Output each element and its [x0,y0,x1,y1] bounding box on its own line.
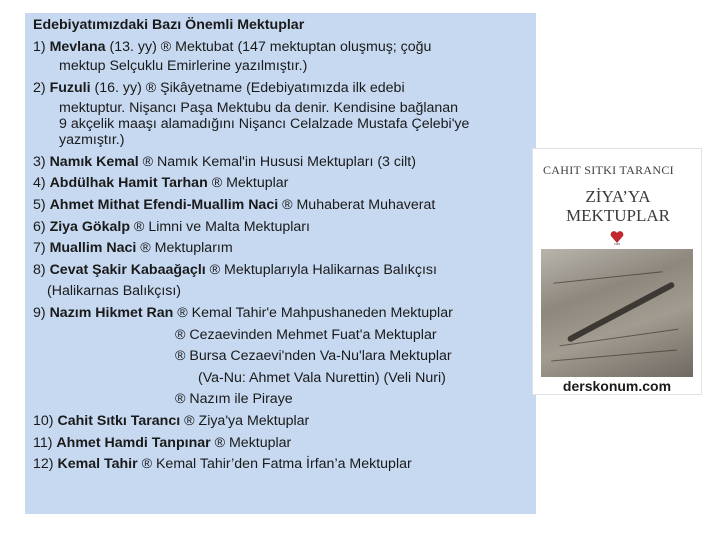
item-number: 8) [33,261,50,278]
book-title [543,187,693,225]
book-title-line: ZİYA’YA [585,187,651,206]
work-text: ® Limni ve Malta Mektupları [129,218,310,235]
author-name: Namık Kemal [49,153,139,170]
list-item [33,152,533,174]
list-item-subwork: ® Cezaevinden Mehmet Fuat'a Mektuplar [175,326,437,343]
item-number: 6) [33,218,50,235]
list-item [33,411,533,433]
work-text: (13. yy) ® Mektubat (147 mektuptan oluşmuş; çoğu [105,38,432,55]
list-item [33,37,533,59]
list-item-continuation: mektup Selçuklu Emirlerine yazılmıştır.) [59,58,308,75]
author-name: Cevat Şakir Kabaağaçlı [49,261,206,278]
work-text: ® Mektuplarım [136,240,233,257]
list-item [33,78,533,100]
work-text: ® Mektuplar [207,175,289,192]
item-number: 7) [33,240,50,257]
list-item-continuation: mektuptur. Nişancı Paşa Mektubu da denir. Kendisine bağlanan [59,99,459,116]
item-number: 4) [33,175,50,192]
watermark-text: derskonum.com [562,378,672,394]
item-number: 9) [33,304,50,321]
item-number: 10) [33,412,58,429]
author-name: Cahit Sıtkı Tarancı [57,412,181,429]
letters-list [33,15,533,476]
list-item-continuation: yazmıştır.) [59,131,125,148]
work-text: ® Ziya'ya Mektuplar [180,412,310,429]
fountain-pen-illustration [567,281,676,343]
author-name: Kemal Tahir [57,456,138,473]
author-name: Nazım Hikmet Ran [49,304,174,321]
author-name: Abdülhak Hamit Tarhan [49,175,208,192]
book-author: CAHIT SITKI TARANCI [543,163,674,177]
work-text: ® Namık Kemal'in Hususi Mektupları (3 cilt) [138,153,416,170]
list-item [33,238,533,260]
item-number: 11) [33,434,57,451]
work-text: ® Mektuplarıyla Halikarnas Balıkçısı [205,261,437,278]
list-item [33,260,533,282]
list-item-subwork: ® Bursa Cezaevi'nden Va-Nu'lara Mektuplar [175,348,452,365]
list-item [33,195,533,217]
author-name: Ziya Gökalp [49,218,130,235]
item-number: 12) [33,456,58,473]
item-number: 2) [33,80,50,97]
author-name: Mevlana [49,38,106,55]
document-title: Edebiyatımızdaki Bazı Önemli Mektuplar [33,17,305,33]
list-item [33,217,533,239]
list-item [33,433,533,455]
list-item [33,303,533,325]
book-title-line: MEKTUPLAR [566,206,670,225]
work-text: ® Mektuplar [210,434,292,451]
list-item-continuation: (Halikarnas Balıkçısı) [47,283,182,300]
work-text: (16. yy) ® Şikâyetname (Edebiyatımızda ilk edebi [90,80,405,97]
item-number: 1) [33,38,50,55]
author-name: Ahmet Hamdi Tanpınar [56,434,211,451]
item-number: 3) [33,153,50,170]
author-name: Muallim Naci [49,240,137,257]
item-number: 5) [33,196,50,213]
list-item [33,454,533,476]
list-item-continuation: 9 akçelik maaşı alamadığını Nişancı Celalzade Mustafa Çelebi'ye [59,115,470,132]
list-item [33,173,533,195]
publisher-mark: ças [613,241,621,245]
work-text: ® Muhaberat Muhaverat [278,196,436,213]
list-item-note: (Va-Nu: Ahmet Vala Nurettin) (Veli Nuri) [198,369,446,386]
book-cover-image [532,148,702,395]
author-name: Fuzuli [49,80,91,97]
work-text: ® Kemal Tahir’den Fatma İrfan’a Mektuplar [137,456,412,473]
author-name: Ahmet Mithat Efendi-Muallim Naci [49,196,279,213]
publisher-logo [609,229,625,245]
list-item-subwork: ® Nazım ile Piraye [175,391,293,408]
book-cover-photo [541,249,693,377]
work-text: ® Kemal Tahir'e Mahpushaneden Mektuplar [173,304,453,321]
